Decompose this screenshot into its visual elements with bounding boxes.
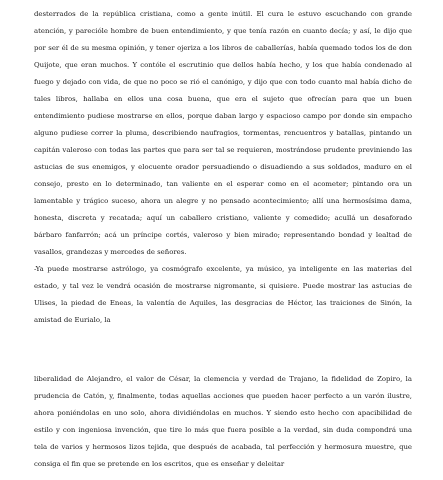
paragraph-canonigo-speech: desterrados de la república cristiana, como a gente inútil. El cura le estuvo escuchando con grande atención, y parecióle hombre de buen entendimiento, y que tenía razón en cuanto decía; y así, le dijo que por ser él de su mesma opinión, y tener ojeriza a los libros de caballerías, había quemado todos los de don Quijote, que eran muchos. Y contóle el escrutinio que dellos había hecho, y los que había condenado al fuego y dejado con vida, de que no poco se rió el canónigo, y dijo que con todo cuanto mal había dicho de tales libros, hallaba en ellos una cosa buena, que era el sujeto que ofrecían para que un buen entendimiento pudiese mostrarse en ellos, porque daban largo y espacioso campo por donde sin empacho alguno pudiese correr la pluma, describiendo naufragios, tormentas, rencuentros y batallas, pintando un capitán valeroso con todas las partes que para ser tal se requieren, mostrándose prudente previniendo las astucias de sus enemigos, y elocuente orador persuadiendo o disuadiendo a sus soldados, maduro en el consejo, presto en lo determinado, tan valiente en el esperar como en el acometer; pintando ora un lamentable y trágico suceso, ahora un alegre y no pensado acontecimiento; allí una hermosísima dama, honesta, discreta y recatada; aquí un caballero cristiano, valiente y comedido; acullá un desaforado bárbaro fanfarrón; acá un príncipe cortés, valeroso y bien mirado; representando bondad y lealtad de vasallos, grandezas y mercedes de señores. [34,10,412,256]
top-text-section [34,6,412,329]
paragraph-astrologo: -Ya puede mostrarse astrólogo, ya cosmógrafo excelente, ya músico, ya inteligente en las materias del estado, y tal vez le vendrá ocasión de mostrarse nigromante, si quisiere. Puede mostrar las astucias de Ulises, la piedad de Eneas, la valentía de Aquiles, las desgracias de Héctor, las traiciones de Sinón, la amistad de Eurialo, la [34,265,412,324]
paragraph-liberalidad: liberalidad de Alejandro, el valor de César, la clemencia y verdad de Trajano, la fidelidad de Zopiro, la prudencia de Catón, y, finalmente, todas aquellas acciones que pueden hacer perfecto a un varón ilustre, ahora poniéndolas en uno solo, ahora dividiéndolas en muchos. Y siendo esto hecho con apacibilidad de estilo y con ingeniosa invención, que tire lo más que fuera posible a la verdad, sin duda compondrá una tela de varios y hermosos lizos tejida, que después de acabada, tal perfección y hermosura muestre, que consiga el fin que se pretende en los escritos, que es enseñar y deleitar [34,375,412,468]
bottom-text-section [34,371,412,473]
